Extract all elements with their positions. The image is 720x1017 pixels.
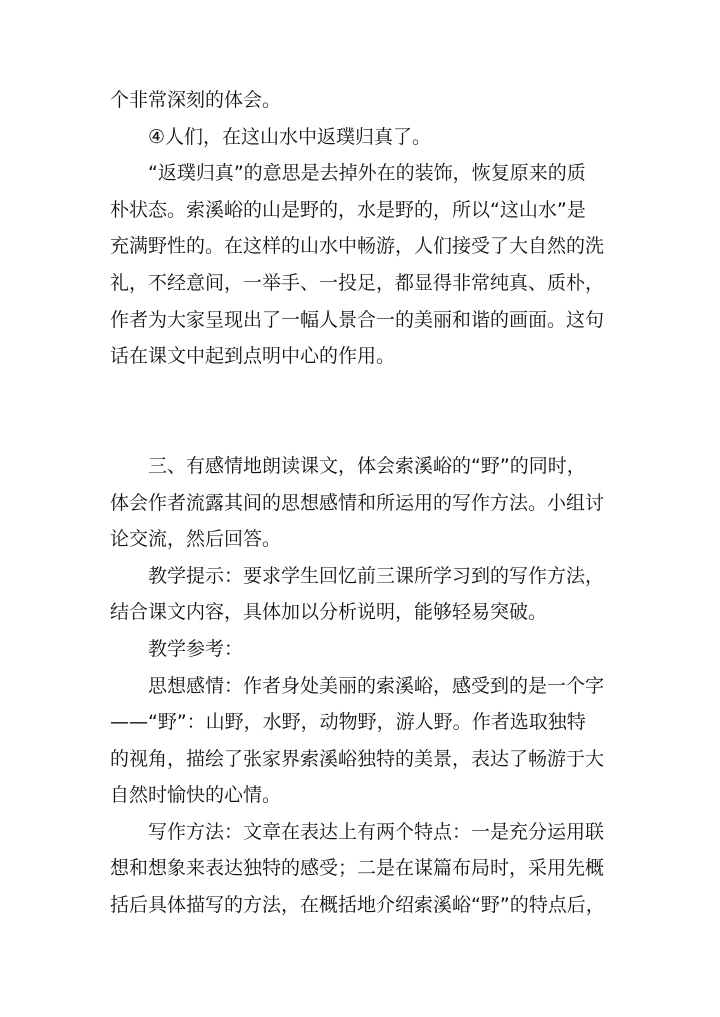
text-line: ④人们，在这山水中返璞归真了。 [148,125,432,148]
text-line: 个非常深刻的体会。 [110,89,282,111]
text-line: 论交流，然后回答。 [110,528,282,551]
text-line: 体会作者流露其间的思想感情和所运用的写作方法。小组讨 [110,491,605,514]
text-line: “返璞归真”的意思是去掉外在的装饰，恢复原来的质 [148,162,586,185]
text-line: 思想感情：作者身处美丽的索溪峪，感受到的是一个字 [148,674,605,697]
text-line: 作者为大家呈现出了一幅人景合一的美丽和谐的画面。这句 [110,308,605,331]
text-line: ——“野”：山野，水野，动物野，游人野。作者选取独特 [110,711,586,734]
text-line: 话在课文中起到点明中心的作用。 [110,345,396,368]
text-line: 的视角，描绘了张家界索溪峪独特的美景，表达了畅游于大 [110,747,605,770]
text-line: 充满野性的。在这样的山水中畅游，人们接受了大自然的洗 [110,235,605,258]
text-line: 括后具体描写的方法，在概括地介绍索溪峪“野”的特点后， [110,894,605,917]
text-line: 教学提示：要求学生回忆前三课所学习到的写作方法， [148,564,605,587]
document-body [110,82,620,924]
paragraph-gap [110,411,620,448]
text-line: 写作方法：文章在表达上有两个特点：一是充分运用联 [148,820,605,843]
section-heading-line: 三、有感情地朗读课文，体会索溪峪的“野”的同时， [148,454,586,477]
text-line: 结合课文内容，具体加以分析说明，能够轻易突破。 [110,601,548,624]
text-line: 朴状态。索溪峪的山是野的，水是野的，所以“这山水”是 [110,198,586,221]
text-line: 自然时愉快的心情。 [110,784,282,807]
paragraph-gap [110,375,620,412]
text-line: 想和想象来表达独特的感受；二是在谋篇布局时，采用先概 [110,857,605,880]
text-line: 礼，不经意间，一举手、一投足，都显得非常纯真、质朴， [110,271,605,294]
text-line: 教学参考： [148,637,244,660]
